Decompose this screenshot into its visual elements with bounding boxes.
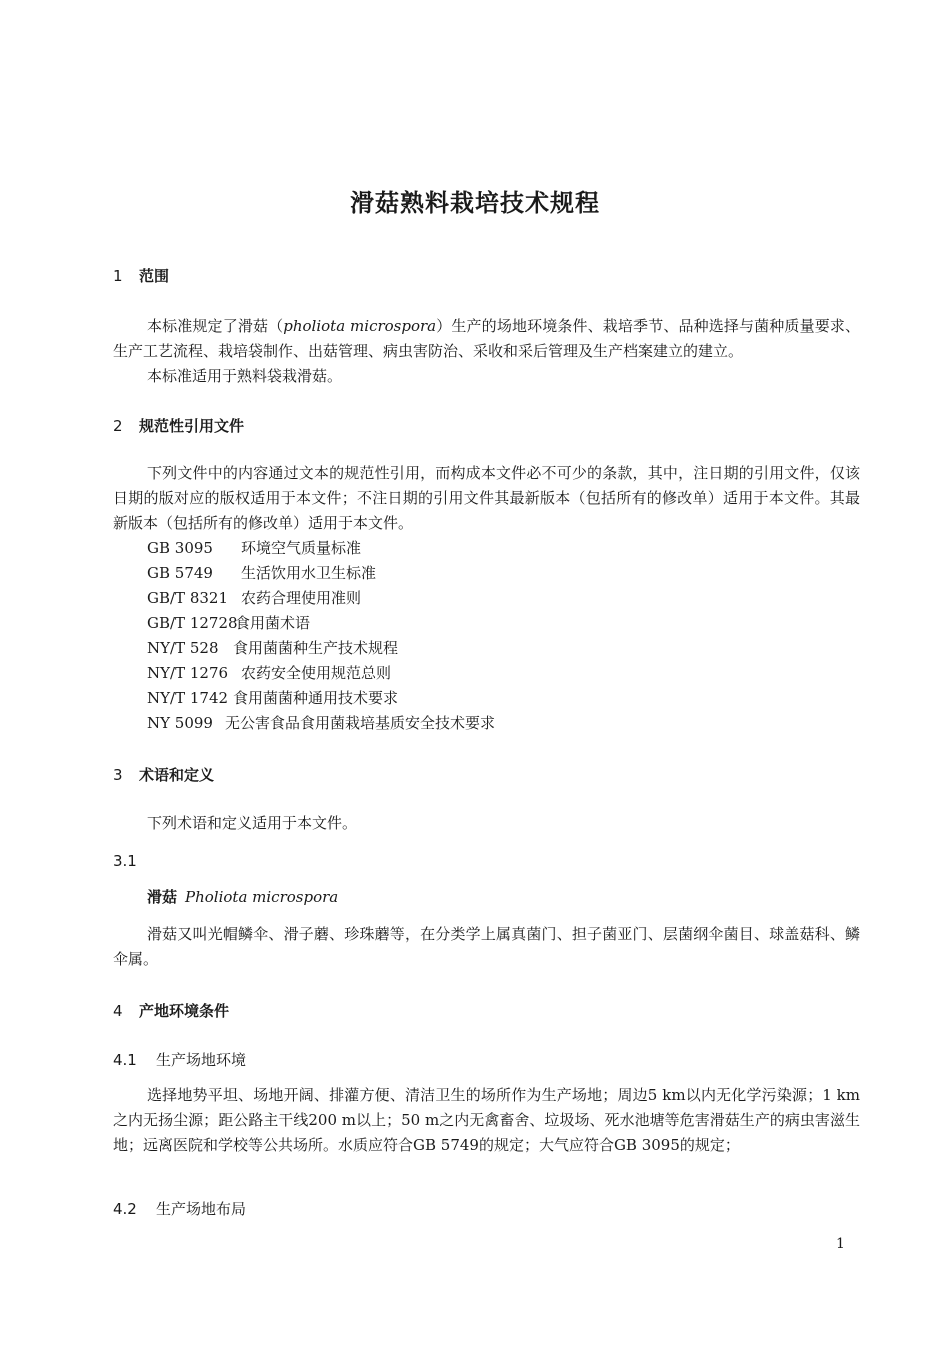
- scope-paragraph: [113, 314, 860, 364]
- scope-latin-name: pholiota microspora: [283, 317, 437, 335]
- reference-item: GB/T 8321 农药合理使用准则: [147, 589, 362, 607]
- term-definition: 滑菇又叫光帽鳞伞、滑子蘑、珍珠蘑等，在分类学上属真菌门、担子菌亚门、层菌纲伞菌目、球盖菇科、鳞伞属。: [113, 925, 860, 968]
- section-3-heading: [113, 764, 214, 785]
- reference-item: NY 5099 无公害食品食用菌栽培基质安全技术要求: [147, 714, 496, 732]
- section-4-heading: [113, 1000, 229, 1021]
- section-title: 范围: [139, 267, 170, 285]
- section-number: 4: [113, 1002, 123, 1020]
- term-chinese: 滑菇: [147, 888, 178, 906]
- section-1-heading: [113, 265, 169, 286]
- section-number: 2: [113, 417, 123, 435]
- subsection-number: 4.1: [113, 1051, 137, 1069]
- terms-intro: 下列术语和定义适用于本文件。: [147, 814, 358, 832]
- subsection-number: 4.2: [113, 1200, 137, 1218]
- section-title: 规范性引用文件: [139, 417, 245, 435]
- section-number: 1: [113, 267, 123, 285]
- section-title: 产地环境条件: [139, 1002, 230, 1020]
- reference-item: NY/T 1742 食用菌菌种通用技术要求: [147, 689, 399, 707]
- reference-item: GB/T 12728食用菌术语: [147, 614, 311, 632]
- site-environment-paragraph: 选择地势平坦、场地开阔、排灌方便、清洁卫生的场所作为生产场地；周边5 km以内无化学污染源；1 km之内无扬尘源；距公路主干线200 m以上；50 m之内无禽畜舍、垃圾场、死水池塘等危害滑菇生产的病虫害滋生地；远离医院和学校等公共场所。水质应符合GB 5749的规定；大气应符合GB 3095的规定；: [113, 1086, 860, 1154]
- subsection-4-1-heading: [113, 1049, 246, 1070]
- reference-item: NY/T 528 食用菌菌种生产技术规程: [147, 639, 399, 657]
- section-number: 3: [113, 766, 123, 784]
- reference-item: GB 3095 环境空气质量标准: [147, 539, 362, 557]
- subsection-3-1-number: 3.1: [113, 852, 137, 870]
- document-title: 滑菇熟料栽培技术规程: [350, 189, 600, 217]
- section-title: 术语和定义: [139, 766, 215, 784]
- scope-text-a: 本标准规定了滑菇（: [147, 317, 284, 335]
- term-entry: [147, 886, 338, 907]
- scope-applicability: 本标准适用于熟料袋栽滑菇。: [147, 367, 343, 385]
- page-number: 1: [836, 1236, 845, 1252]
- section-2-heading: [113, 415, 244, 436]
- subsection-4-2-heading: [113, 1198, 246, 1219]
- reference-item: GB 5749 生活饮用水卫生标准: [147, 564, 377, 582]
- subsection-title: 生产场地环境: [156, 1051, 247, 1069]
- subsection-title: 生产场地布局: [156, 1200, 247, 1218]
- scope-text-b: ）生产的场地环境条件、栽培季节、品种选择与菌种质量要求、生产工艺流程、栽培袋制作、出菇管理、病虫害防治、采收和采后管理及生产档案建立的建立。: [113, 317, 860, 360]
- references-intro: 下列文件中的内容通过文本的规范性引用，而构成本文件必不可少的条款，其中，注日期的引用文件，仅该日期的版对应的版权适用于本文件；不注日期的引用文件其最新版本（包括所有的修改单）适用于本文件。其最新版本（包括所有的修改单）适用于本文件。: [113, 464, 860, 532]
- term-latin: Pholiota microspora: [185, 888, 339, 906]
- reference-item: NY/T 1276 农药安全使用规范总则: [147, 664, 392, 682]
